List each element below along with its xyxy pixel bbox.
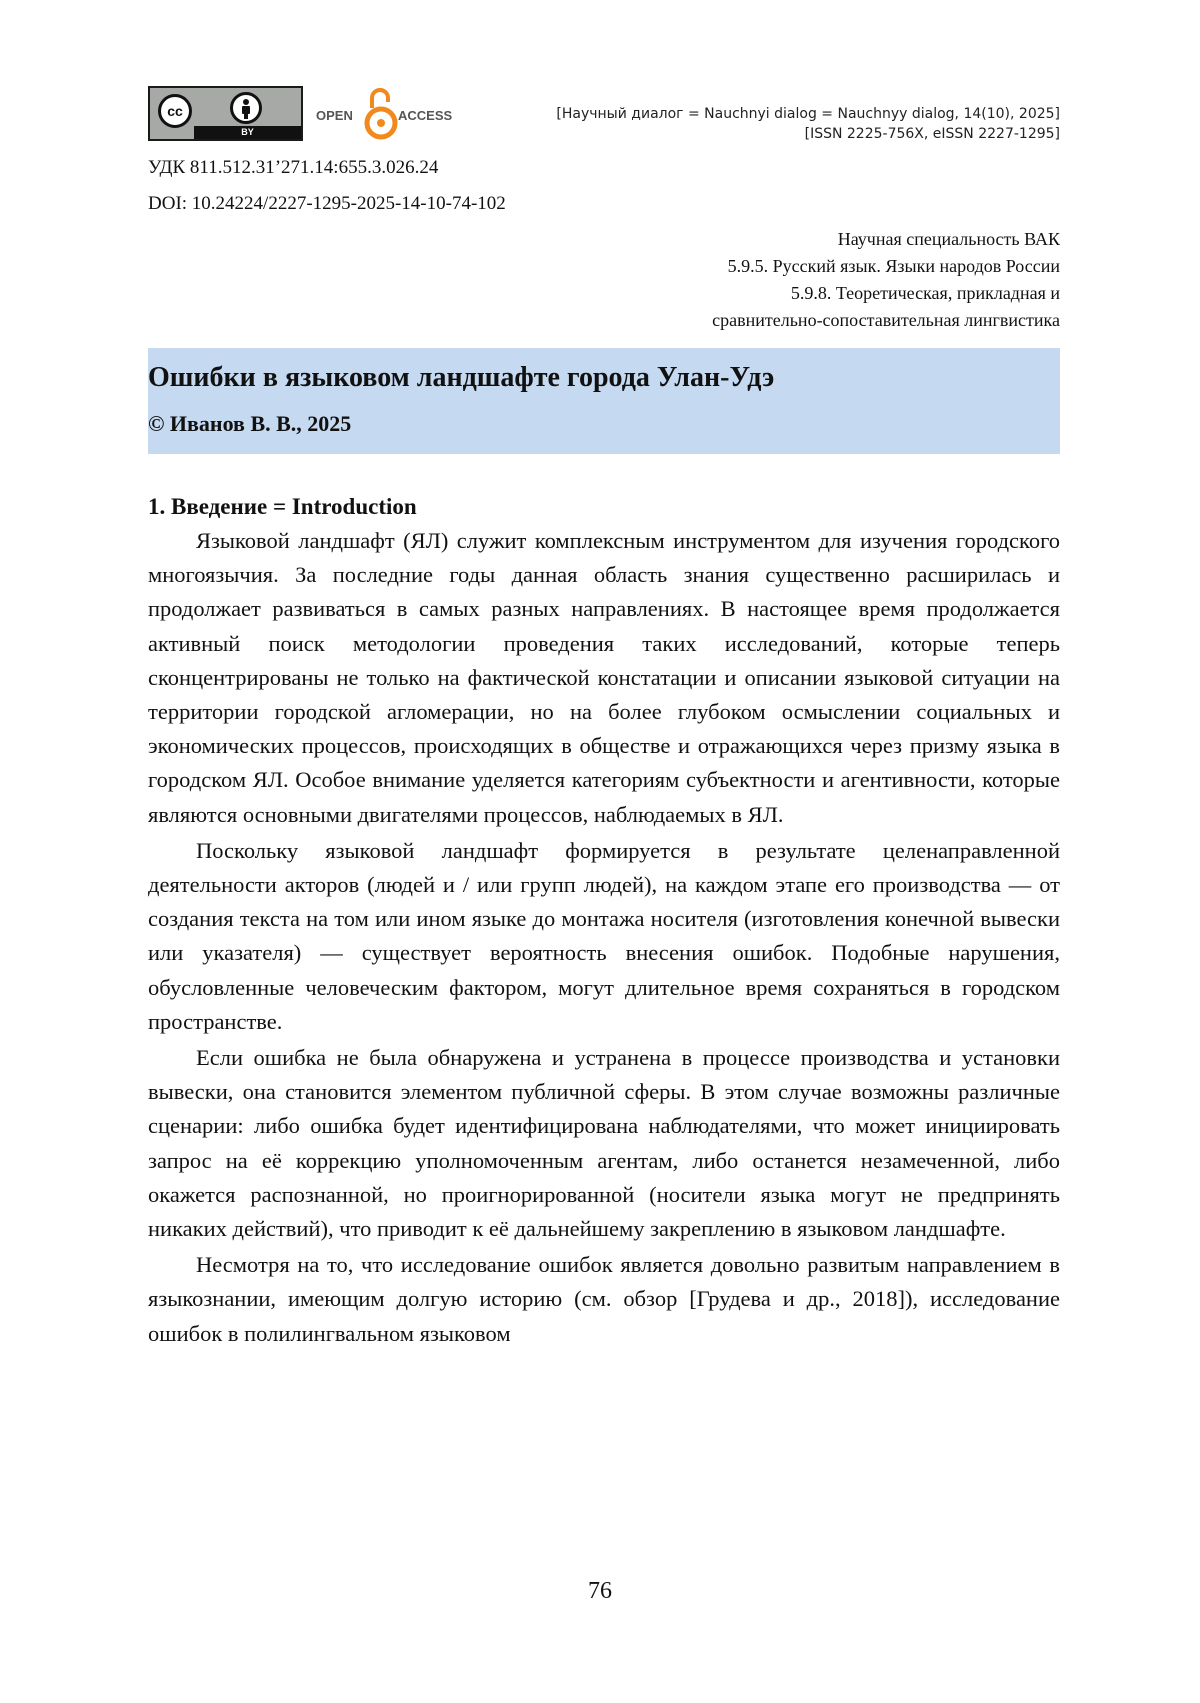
- article-title: Ошибки в языковом ландшафте города Улан-Удэ: [148, 362, 775, 393]
- attribution-person-icon: [230, 92, 262, 124]
- page-number: 76: [588, 1578, 612, 1604]
- page: [148, 86, 1060, 1353]
- article-body: [148, 524, 1060, 1351]
- cc-by-license-badge[interactable]: [148, 86, 303, 141]
- specialty-item: 5.9.8. Теоретическая, прикладная и: [790, 283, 1060, 303]
- open-lock-icon: [364, 86, 398, 145]
- page-header: [148, 86, 1060, 142]
- article-title-box: [148, 348, 1060, 454]
- cc-icon: cc: [158, 94, 192, 128]
- by-label: BY: [194, 126, 301, 139]
- open-access-open-label: OPEN: [316, 108, 353, 123]
- open-access-access-label: ACCESS: [398, 108, 453, 123]
- article-author: © Иванов В. В., 2025: [148, 411, 352, 436]
- specialty-heading: Научная специальность ВАК: [837, 229, 1060, 249]
- journal-citation: [Научный диалог = Nauchnyi dialog = Nauchnyy dialog, 14(10), 2025]: [556, 106, 1060, 122]
- doi-link[interactable]: DOI: 10.24224/2227-1295-2025-14-10-74-102: [148, 193, 506, 214]
- body-paragraph: Языковой ландшафт (ЯЛ) служит комплексным инструментом для изучения городского многоязычия. За последние годы данная область знания существенно расширилась и продолжает развиваться в самых разных направлениях. В настоящее время продолжается активный поиск методологии проведения таких исследований, которые теперь сконцентрированы не только на фактической констатации и описании языковой ситуации на территории городской агломерации, но на более глубоком осмыслении социальных и экономических процессов, происходящих в обществе и отражающихся через призму языка в городском ЯЛ. Особое внимание уделяется категориям субъектности и агентивности, которые являются основными двигателями процессов, наблюдаемых в ЯЛ.: [148, 528, 1060, 827]
- specialty-item: сравнительно-сопоставительная лингвистика: [712, 310, 1060, 330]
- body-paragraph: Поскольку языковой ландшафт формируется в результате целенаправленной деятельности акторов (людей и / или групп людей), на каждом этапе его производства — от создания текста на том или ином языке до монтажа носителя (изготовления конечной вывески или указателя) — существует вероятность внесения ошибок. Подобные нарушения, обусловленные человеческим фактором, могут длительное время сохраняться в городском пространстве.: [148, 837, 1060, 1034]
- journal-issn: [ISSN 2225-756X, eISSN 2227-1295]: [804, 126, 1060, 142]
- specialty-item: 5.9.5. Русский язык. Языки народов России: [727, 256, 1060, 276]
- specialty-block: [148, 226, 1060, 334]
- journal-reference: [556, 104, 1060, 144]
- body-paragraph: Если ошибка не была обнаружена и устранена в процессе производства и установки вывески, она становится элементом публичной сферы. В этом случае возможны различные сценарии: либо ошибка будет идентифицирована наблюдателями, что может инициировать запрос на её коррекцию уполномоченным агентам, либо останется незамеченной, либо окажется распознанной, но проигнорированной (носители языка могут не предпринять никаких действий), что приводит к её дальнейшему закреплению в языковом ландшафте.: [148, 1045, 1060, 1242]
- section-heading: 1. Введение = Introduction: [148, 494, 417, 519]
- udk-code: УДК 811.512.31’271.14:655.3.026.24: [148, 157, 439, 178]
- body-paragraph: Несмотря на то, что исследование ошибок является довольно развитым направлением в языкознании, имеющим долгую историю (см. обзор [Грудева и др., 2018]), исследование ошибок в полилингвальном языковом: [148, 1252, 1060, 1346]
